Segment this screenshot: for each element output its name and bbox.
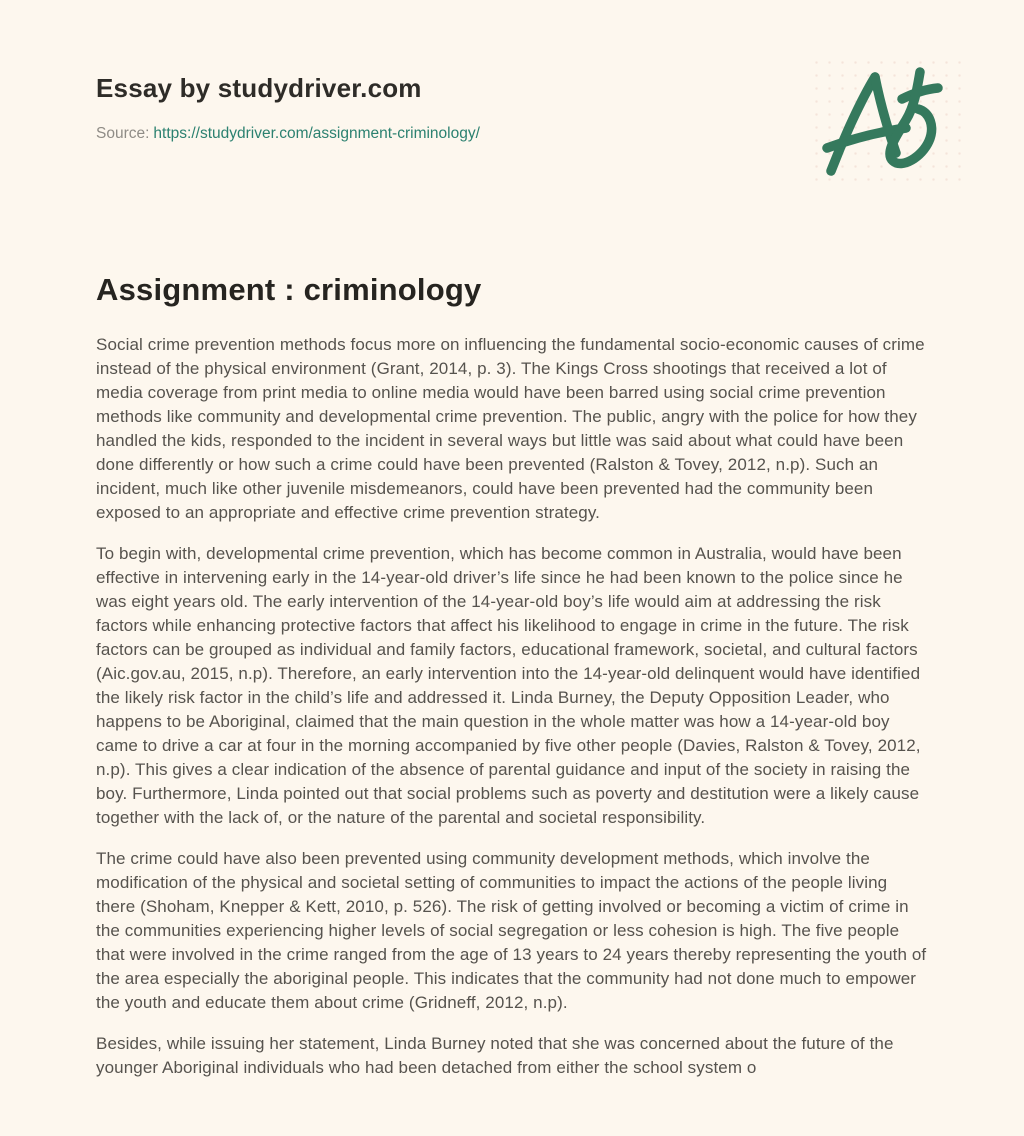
- studydriver-a-plus-logo-icon: [810, 56, 962, 191]
- source-link[interactable]: https://studydriver.com/assignment-criminology/: [153, 125, 480, 142]
- essay-paragraph-3: The crime could have also been prevented using community development methods, which involve the modification of the physical and societal setting of communities to impact the actions of the people living there (Shoham, Knepper & Kett, 2010, p. 526). The risk of getting involved or becoming a victim of crime in the communities experiencing higher levels of social segregation or less cohesion is high. The five people that were involved in the crime ranged from the age of 13 years to 24 years thereby representing the youth of the area especially the aboriginal people. This indicates that the community had not done much to empower the youth and educate them about crime (Gridneff, 2012, n.p).: [96, 849, 927, 1012]
- essay-paragraph-1: Social crime prevention methods focus more on influencing the fundamental socio-economic causes of crime instead of the physical environment (Grant, 2014, p. 3). The Kings Cross shootings that received a lot of media coverage from print media to online media would have been barred using social crime prevention methods like community and developmental crime prevention. The public, angry with the police for how they handled the kids, responded to the incident in several ways but little was said about what could have been done differently or how such a crime could have been prevented (Ralston & Tovey, 2012, n.p). Such an incident, much like other juvenile misdemeanors, could have been prevented had the community been exposed to an appropriate and effective crime prevention strategy.: [96, 335, 925, 522]
- source-line: [96, 124, 480, 144]
- header-text-block: [96, 62, 480, 144]
- essay-paragraph-4: Besides, while issuing her statement, Linda Burney noted that she was concerned about the future of the younger Aboriginal individuals who had been detached from either the school system o: [96, 1034, 894, 1077]
- essay-body: [96, 333, 928, 1080]
- essay-title: Assignment : criminology: [96, 272, 482, 307]
- essay-page: [0, 62, 1024, 1080]
- byline: Essay by studydriver.com: [96, 73, 422, 103]
- page-header: [96, 62, 928, 191]
- source-label: Source:: [96, 125, 150, 142]
- essay-paragraph-2: To begin with, developmental crime prevention, which has become common in Australia, would have been effective in intervening early in the 14-year-old driver’s life since he had been known to the police since he was eight years old. The early intervention of the 14-year-old boy’s life would aim at addressing the risk factors while enhancing protective factors that affect his likelihood to engage in crime in the future. The risk factors can be grouped as individual and family factors, educational framework, societal, and cultural factors (Aic.gov.au, 2015, n.p). Therefore, an early intervention into the 14-year-old delinquent would have identified the likely risk factor in the child’s life and addressed it. Linda Burney, the Deputy Opposition Leader, who happens to be Aboriginal, claimed that the main question in the whole matter was how a 14-year-old boy came to drive a car at four in the morning accompanied by five other people (Davies, Ralston & Tovey, 2012, n.p). This gives a clear indication of the absence of parental guidance and input of the society in raising the boy. Furthermore, Linda pointed out that social problems such as poverty and destitution were a likely cause together with the lack of, or the nature of the parental and societal responsibility.: [96, 544, 921, 827]
